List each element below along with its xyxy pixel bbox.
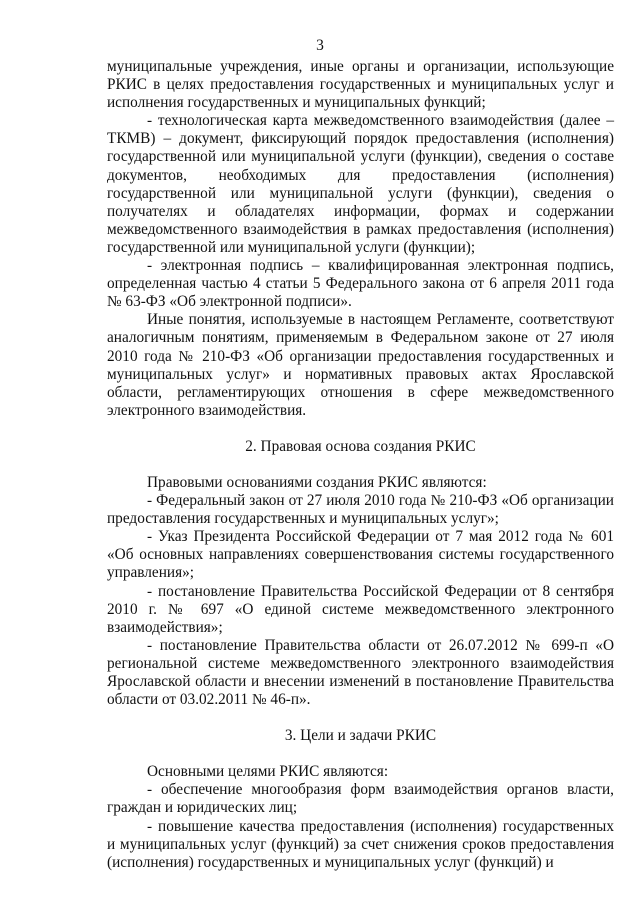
list-item: - Федеральный закон от 27 июля 2010 года № 210-ФЗ «Об организации предоставления государственных и муниципальных услуг»; xyxy=(107,492,614,528)
section-heading: 2. Правовая основа создания РКИС xyxy=(245,437,476,455)
list-item: - постановление Правительства области от 26.07.2012 № 699-п «О региональной системе межведомственного электронного взаимодействия Ярославской области и внесении изменений в постановление Правительства области от 03.02.2011 № 46-п». xyxy=(107,636,614,709)
definition-paragraph: - технологическая карта межведомственного взаимодействия (далее – ТКМВ) – документ, фиксирующий порядок предоставления (исполнения) государственной или муниципальной услуги (функции), сведения о составе документов, необходимых для предоставления (исполнения) государственной или муниципальной услуги (функции), сведения о получателях и обладателях информации, формах и содержании межведомственного взаимодействия в рамках предоставления (исполнения) государственной или муниципальной услуги (функции); xyxy=(107,112,614,256)
document-body xyxy=(107,58,614,872)
page-number: 3 xyxy=(316,37,324,54)
section-heading: 3. Цели и задачи РКИС xyxy=(284,727,437,745)
paragraph: муниципальные учреждения, иные органы и организации, использующие РКИС в целях предоставления государственных и муниципальных услуг и исполнения государственных и муниципальных функций; xyxy=(107,58,614,112)
list-item: - Указ Президента Российской Федерации от 7 мая 2012 года № 601 «Об основных направлениях совершенствования системы государственного управления»; xyxy=(107,528,614,582)
paragraph: Правовыми основаниями создания РКИС являются: xyxy=(147,473,487,491)
list-item: - постановление Правительства Российской Федерации от 8 сентября 2010 г. № 697 «О единой системе межведомственного электронного взаимодействия»; xyxy=(107,582,614,636)
paragraph: Основными целями РКИС являются: xyxy=(147,763,389,781)
list-item: - обеспечение многообразия форм взаимодействия органов власти, граждан и юридических лиц; xyxy=(107,781,614,817)
definition-paragraph: - электронная подпись – квалифицированная электронная подпись, определенная частью 4 статьи 5 Федерального закона от 6 апреля 2011 года № 63-ФЗ «Об электронной подписи». xyxy=(107,257,614,311)
paragraph: Иные понятия, используемые в настоящем Регламенте, соответствуют аналогичным понятиям, применяемым в Федеральном законе от 27 июля 2010 года № 210-ФЗ «Об организации предоставления государственных и муниципальных услуг» и нормативных правовых актах Ярославской области, регламентирующих отношения в сфере межведомственного электронного взаимодействия. xyxy=(107,311,614,419)
list-item: - повышение качества предоставления (исполнения) государственных и муниципальных услуг (функций) за счет снижения сроков предоставления (исполнения) государственных и муниципальных услуг (функций) и xyxy=(107,817,614,871)
